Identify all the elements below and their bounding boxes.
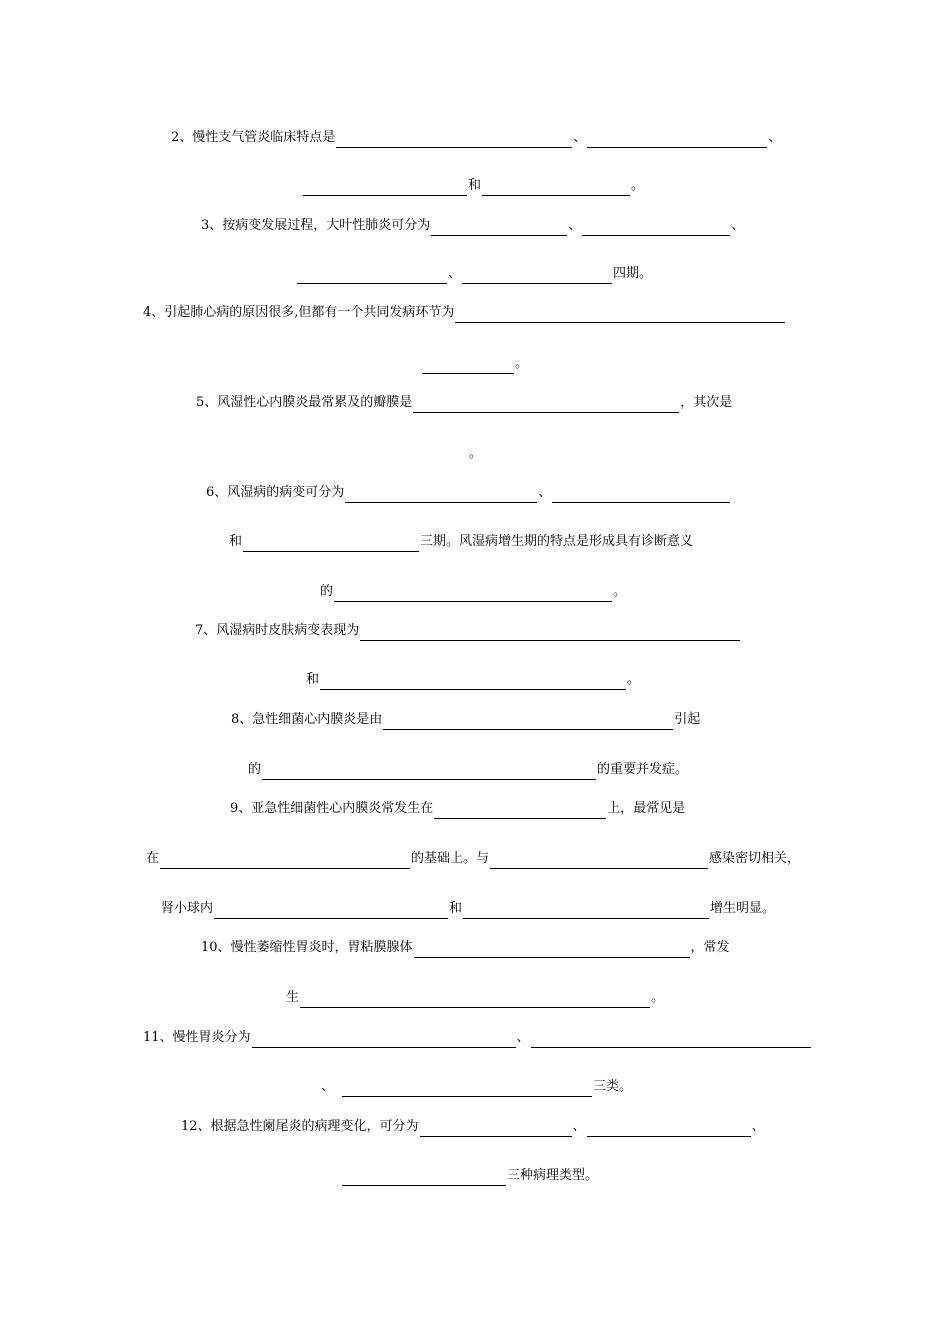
question-2-line-2 [302, 176, 644, 196]
question-6-text: 6、风湿病的病变可分为 [206, 485, 345, 500]
end-text: 三类。 [593, 1079, 633, 1094]
separator: 、 [572, 1119, 586, 1134]
question-9-line-3 [161, 899, 775, 919]
end-text: 。 [651, 990, 665, 1005]
separator: 、 [768, 130, 782, 145]
separator: 、 [516, 1030, 530, 1045]
answer-blank[interactable] [334, 588, 612, 602]
separator: 、 [731, 218, 745, 233]
question-10-text: 10、慢性萎缩性胃炎时，胃粘膜腺体 [201, 940, 413, 955]
answer-blank[interactable] [160, 855, 410, 869]
answer-blank[interactable] [413, 399, 679, 413]
answer-blank[interactable] [342, 1083, 592, 1097]
answer-blank[interactable] [297, 270, 447, 284]
continuation-text: 上，最常见是 [607, 801, 686, 816]
conjunction-text: 和 [468, 178, 482, 193]
continuation-text: 三期。风湿病增生期的特点是形成具有诊断意义 [420, 534, 694, 549]
continuation-text: ，常发 [690, 940, 730, 955]
answer-blank[interactable] [490, 855, 708, 869]
answer-blank[interactable] [587, 1123, 751, 1137]
question-11-text: 11、慢性胃炎分为 [143, 1030, 251, 1045]
continuation-text: 引起 [674, 712, 701, 727]
answer-blank[interactable] [383, 716, 673, 730]
question-6-line-3 [320, 582, 626, 602]
question-5-line-2 [469, 444, 482, 464]
continuation-text: 的 [320, 584, 334, 599]
separator: 、 [573, 130, 587, 145]
answer-blank[interactable] [243, 538, 419, 552]
answer-blank[interactable] [582, 222, 730, 236]
question-10-line-1 [201, 938, 730, 958]
question-11-line-2 [321, 1077, 632, 1097]
question-3-line-1 [201, 216, 744, 236]
question-7-line-2 [306, 670, 640, 690]
answer-blank[interactable] [422, 360, 514, 374]
end-text: 。 [469, 446, 483, 461]
question-4-line-2 [421, 354, 528, 374]
question-8-line-2 [248, 760, 688, 780]
answer-blank[interactable] [552, 489, 730, 503]
question-11-line-1 [143, 1028, 812, 1048]
conjunction-text: 和 [449, 901, 463, 916]
answer-blank[interactable] [420, 1123, 572, 1137]
question-5-line-1 [196, 393, 732, 413]
continuation-text: 的基础上。与 [411, 851, 490, 866]
question-2-text: 2、慢性支气管炎临床特点是 [171, 130, 336, 145]
question-6-line-2 [229, 532, 693, 552]
end-text: 。 [631, 178, 645, 193]
separator: 、 [568, 218, 582, 233]
question-8-text: 8、急性细菌心内膜炎是由 [231, 712, 383, 727]
question-4-text: 4、引起肺心病的原因很多,但都有一个共同发病环节为 [143, 305, 455, 320]
continuation-text: 感染密切相关， [709, 851, 801, 866]
continuation-text: 的 [248, 762, 262, 777]
question-9-line-2 [146, 849, 800, 869]
separator: 、 [538, 485, 552, 500]
end-text: 。 [613, 584, 627, 599]
question-12-line-1 [181, 1117, 765, 1137]
continuation-text: 生 [286, 990, 300, 1005]
answer-blank[interactable] [320, 676, 626, 690]
continuation-text: ，其次是 [680, 395, 733, 410]
answer-blank[interactable] [434, 805, 606, 819]
separator: 、 [751, 1119, 765, 1134]
end-text: 。 [515, 356, 529, 371]
answer-blank[interactable] [431, 222, 567, 236]
answer-blank[interactable] [414, 944, 690, 958]
answer-blank[interactable] [345, 489, 537, 503]
question-7-text: 7、风湿病时皮肤病变表现为 [195, 623, 360, 638]
question-12-line-2 [341, 1166, 598, 1186]
answer-blank[interactable] [252, 1034, 516, 1048]
question-10-line-2 [286, 988, 664, 1008]
question-7-line-1 [195, 621, 741, 641]
continuation-text: 在 [146, 851, 160, 866]
conjunction-text: 和 [306, 672, 320, 687]
answer-blank[interactable] [360, 627, 740, 641]
question-2-line-1 [171, 128, 781, 148]
conjunction-text: 和 [229, 534, 243, 549]
end-text: 。 [627, 672, 641, 687]
answer-blank[interactable] [531, 1034, 811, 1048]
answer-blank[interactable] [214, 905, 448, 919]
question-12-text: 12、根据急性阑尾炎的病理变化，可分为 [181, 1119, 419, 1134]
question-9-text: 9、亚急性细菌性心内膜炎常发生在 [230, 801, 434, 816]
answer-blank[interactable] [463, 905, 709, 919]
separator: 、 [448, 266, 462, 281]
question-5-text: 5、风湿性心内膜炎最常累及的瓣膜是 [196, 395, 413, 410]
question-6-line-1 [206, 483, 731, 503]
answer-blank[interactable] [342, 1172, 506, 1186]
answer-blank[interactable] [455, 309, 785, 323]
answer-blank[interactable] [336, 134, 572, 148]
continuation-text: 肾小球内 [161, 901, 214, 916]
end-text: 三种病理类型。 [507, 1168, 599, 1183]
answer-blank[interactable] [262, 766, 596, 780]
question-3-text: 3、按病变发展过程，大叶性肺炎可分为 [201, 218, 431, 233]
separator: 、 [321, 1079, 335, 1094]
answer-blank[interactable] [587, 134, 767, 148]
end-text: 增生明显。 [710, 901, 776, 916]
end-text: 的重要并发症。 [597, 762, 689, 777]
answer-blank[interactable] [482, 182, 630, 196]
answer-blank[interactable] [462, 270, 612, 284]
question-4-line-1 [143, 303, 786, 323]
end-text: 四期。 [613, 266, 653, 281]
question-3-line-2 [296, 264, 652, 284]
answer-blank[interactable] [300, 994, 650, 1008]
question-8-line-1 [231, 710, 700, 730]
answer-blank[interactable] [303, 182, 467, 196]
question-9-line-1 [230, 799, 685, 819]
